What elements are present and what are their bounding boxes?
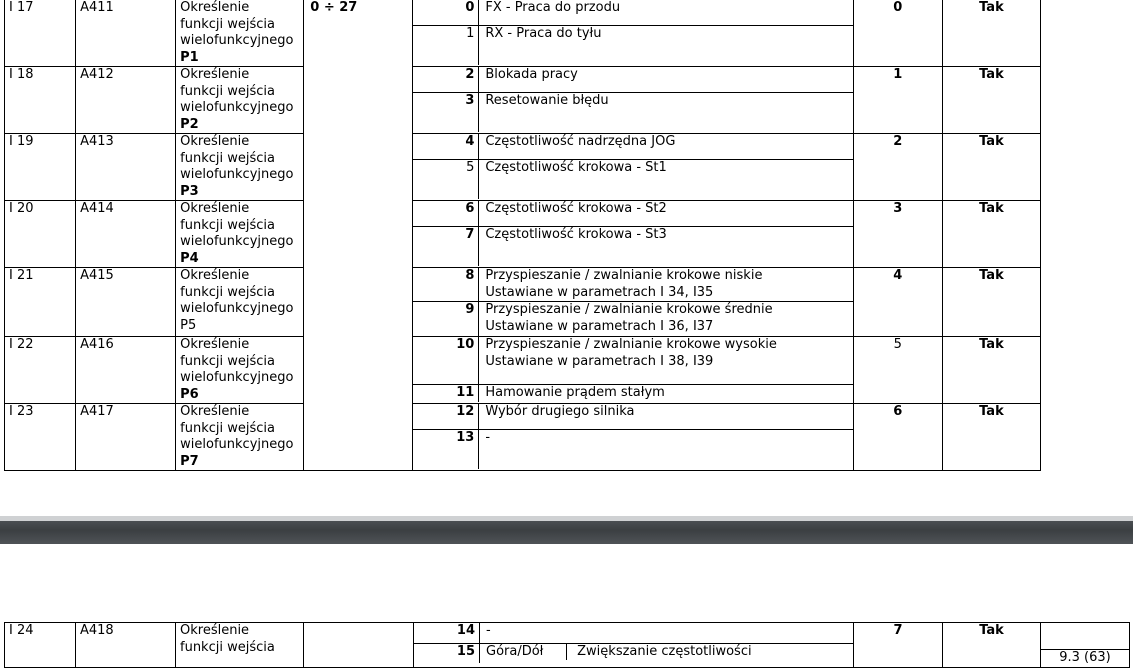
option-line: Częstotliwość krokowa - St1 [485,159,667,175]
ref-page: 9.3 (63) [1041,649,1129,667]
desc-line: funkcji wejścia [180,217,275,233]
option-number: 1 [413,25,479,65]
option-line: RX - Praca do tyłu [485,25,602,41]
desc-line: Określenie [180,337,250,352]
option-text [479,0,853,25]
desc-line: funkcji wejścia [180,284,275,300]
param-options [413,268,853,337]
option-number: 10 [413,337,479,384]
param-range: 0 ÷ 27 [304,0,413,471]
option-number: 2 [413,67,479,92]
param-code: A413 [76,134,176,201]
table-row [5,0,1041,67]
param-id: I 21 [5,268,76,337]
option-line: Przyspieszanie / zwalnianie krokowe średnie [485,302,773,317]
param-changeable: Tak [942,67,1040,134]
param-description [176,337,304,404]
param-options [413,337,853,404]
option-number: 9 [413,302,479,336]
param-default: 2 [853,134,942,201]
desc-line: funkcji wejścia [180,150,275,166]
option-line: Częstotliwość nadrzędna JOG [485,134,676,149]
option-line: Wybór drugiego silnika [485,404,635,419]
desc-line: Określenie [180,268,250,283]
param-id: I 20 [5,201,76,268]
param-code: A416 [76,337,176,404]
page-separator-bar [0,521,1133,544]
param-default: 7 [854,623,943,668]
param-default: 4 [853,268,942,337]
option-number: 13 [413,429,479,469]
desc-line: wielofunkcyjnego [180,370,294,385]
param-code: A418 [76,623,176,668]
desc-line: Określenie [180,0,250,15]
desc-line: wielofunkcyjnego [180,301,294,316]
param-code: A411 [76,0,176,67]
parameter-table [4,0,1041,471]
desc-line: funkcji wejścia [180,639,275,655]
param-changeable: Tak [942,134,1040,201]
param-range [304,623,414,668]
param-id: I 19 [5,134,76,201]
param-options [413,0,853,67]
param-description [176,67,304,134]
param-code: A414 [76,201,176,268]
table-row [5,404,1041,471]
option-line: FX - Praca do przodu [485,0,621,15]
param-description [176,134,304,201]
param-changeable: Tak [942,268,1040,337]
option-line: Ustawiane w parametrach I 34, I35 [485,284,714,300]
option-number: 6 [413,201,479,226]
table-row [5,67,1041,134]
port-label: P1 [180,49,199,65]
param-options [413,404,853,471]
option-number: 11 [413,384,479,402]
desc-line: wielofunkcyjnego [180,437,294,452]
option-text-group: Góra/Dół [486,644,567,661]
table-row [5,337,1041,404]
option-line: Blokada pracy [485,67,578,82]
param-options [413,67,853,134]
param-default: 0 [853,0,942,67]
option-text [479,404,853,429]
param-id: I 23 [5,404,76,471]
option-number: 7 [413,226,479,266]
option-text [479,201,853,226]
option-line: Ustawiane w parametrach I 36, I37 [485,318,714,334]
param-default: 5 [853,337,942,404]
param-changeable: Tak [943,623,1041,668]
option-number: 14 [414,623,480,643]
port-label: P2 [180,116,199,132]
option-line: Hamowanie prądem stałym [485,384,665,400]
param-code: A412 [76,67,176,134]
option-text [479,337,853,384]
option-text [479,134,853,159]
port-label: P3 [180,183,199,199]
option-line: Przyspieszanie / zwalnianie krokowe wysokie [485,337,777,352]
param-id: I 22 [5,337,76,404]
option-line: Ustawiane w parametrach I 38, I39 [485,353,714,369]
desc-line: wielofunkcyjnego [180,100,294,115]
option-line: Częstotliwość krokowa - St3 [485,226,667,242]
option-text [479,159,853,199]
param-description [176,623,304,668]
option-line: Częstotliwość krokowa - St2 [485,201,667,216]
table-row [5,268,1041,337]
desc-line: wielofunkcyjnego [180,234,294,249]
desc-line: wielofunkcyjnego [180,33,294,48]
desc-line: funkcji wejścia [180,83,275,99]
param-default: 6 [853,404,942,471]
option-line: - [485,429,491,445]
option-number: 12 [413,404,479,429]
option-number: 5 [413,159,479,199]
table-row [5,201,1041,268]
param-description [176,0,304,67]
option-line: Resetowanie błędu [485,92,609,108]
option-number: 3 [413,92,479,132]
param-id: I 18 [5,67,76,134]
param-changeable: Tak [942,201,1040,268]
desc-line: funkcji wejścia [180,353,275,369]
parameter-table-continued [4,622,1130,668]
param-changeable: Tak [942,404,1040,471]
param-options [414,623,854,668]
port-label: P7 [180,453,199,469]
option-number: 0 [413,0,479,25]
param-description [176,404,304,471]
option-text: - [486,623,491,638]
option-text [479,226,853,266]
option-text [479,302,853,336]
table-row [5,623,1130,668]
param-code: A415 [76,268,176,337]
option-text [479,429,853,469]
port-label: P5 [180,317,197,333]
option-text [480,643,854,663]
option-text [479,268,853,302]
desc-line: funkcji wejścia [180,420,275,436]
param-options [413,134,853,201]
option-text [479,25,853,65]
option-line: Przyspieszanie / zwalnianie krokowe niskie [485,268,763,283]
port-label: P6 [180,386,199,402]
param-ref [1041,623,1130,668]
desc-line: Określenie [180,623,250,638]
option-text [479,92,853,132]
param-id: I 24 [5,623,76,668]
option-number: 4 [413,134,479,159]
param-id: I 17 [5,0,76,67]
desc-line: Określenie [180,404,250,419]
desc-line: Określenie [180,67,250,82]
option-text-detail: Zwiększanie częstotliwości [577,643,752,659]
option-text [479,384,853,402]
option-text [479,67,853,92]
table-row [5,134,1041,201]
desc-line: funkcji wejścia [180,16,275,32]
option-number: 8 [413,268,479,302]
param-default: 1 [853,67,942,134]
port-label: P4 [180,250,199,266]
param-description [176,268,304,337]
option-number: 15 [414,643,480,663]
desc-line: Określenie [180,201,250,216]
param-code: A417 [76,404,176,471]
param-options [413,201,853,268]
param-description [176,201,304,268]
param-default: 3 [853,201,942,268]
desc-line: wielofunkcyjnego [180,167,294,182]
desc-line: Określenie [180,134,250,149]
param-changeable: Tak [942,337,1040,404]
param-changeable: Tak [942,0,1040,67]
